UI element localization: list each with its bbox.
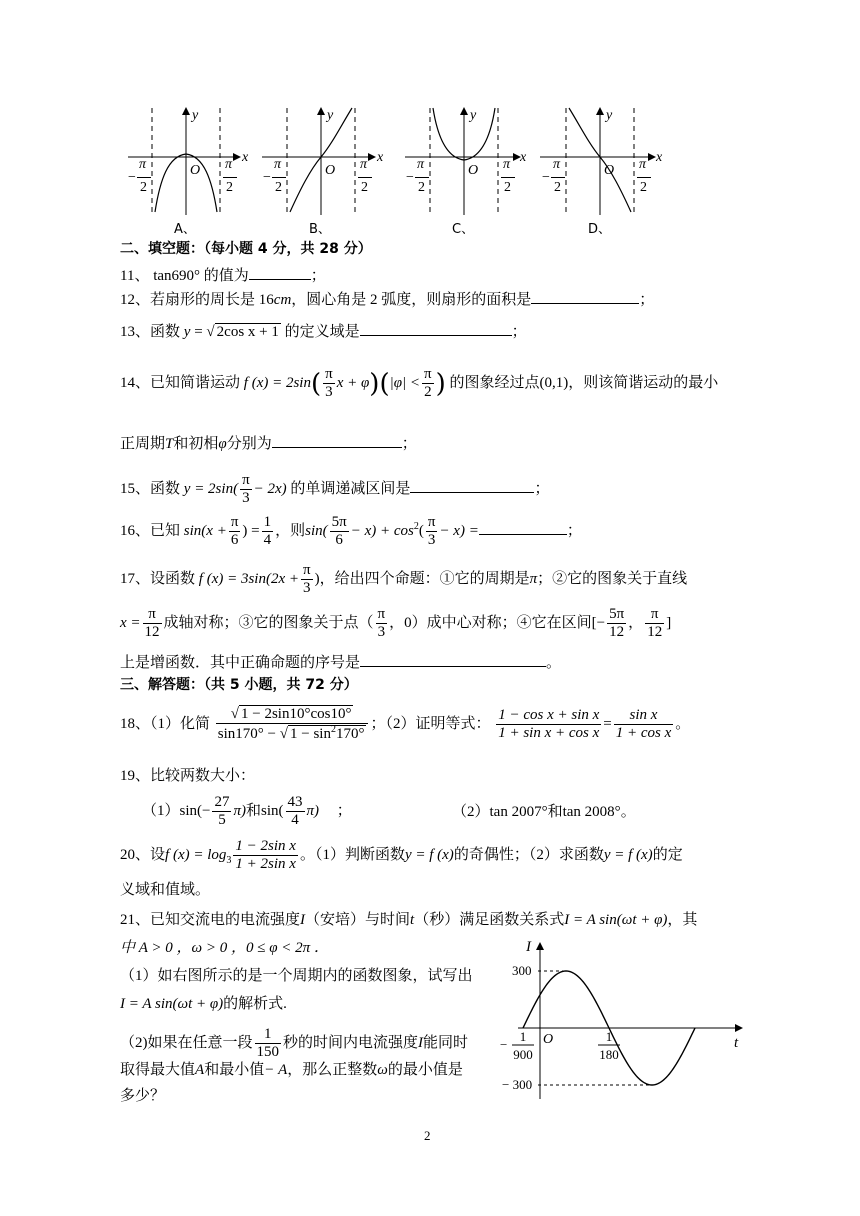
- graph-1-right-bar: [358, 177, 372, 178]
- q12: [120, 288, 654, 309]
- graph-1-left-pi: π: [274, 157, 282, 172]
- q14-blank: [272, 433, 402, 448]
- graph-2-right-pi: π: [503, 157, 511, 172]
- q15-blank: [410, 478, 534, 493]
- graph-3-origin: O: [604, 163, 615, 178]
- q19-p1: （1）: [142, 803, 180, 820]
- q18-den-a: sin170° −: [217, 726, 276, 743]
- q17-frac1: $\frac{\pi}{3}$: [303, 562, 311, 597]
- graph-1-x-label: x: [377, 150, 384, 165]
- q21-p2-I: I: [418, 1035, 424, 1052]
- graph-3-left-bar: [551, 177, 565, 178]
- chart-ytick-max: 300: [512, 963, 532, 978]
- graph-2-left-pi: π: [417, 157, 425, 172]
- q20-text2: 。（1）判断函数: [299, 847, 405, 864]
- q17-line2a: 成轴对称；③它的图象关于点（: [163, 615, 374, 632]
- q16-text1: 已知: [150, 523, 181, 540]
- q17-text3: ；②它的图象关于直线: [537, 571, 688, 588]
- q18-den-b: 1 − sin: [289, 726, 331, 743]
- q17-line3-text: 上是增函数．其中正确命题的序号是: [120, 655, 361, 671]
- graph-3-left-pi: π: [553, 157, 561, 172]
- q13-end: ；: [511, 324, 527, 340]
- q18-lhs: $\frac{\text{1 − cos x + sin x}}{\text{1 + sin x + cos x}}$: [498, 707, 600, 742]
- q20-expr3: y = f (x): [603, 847, 653, 864]
- q19-a1-end: π): [233, 803, 246, 820]
- q15: [120, 472, 549, 508]
- chart-xtick-right-den: 180: [599, 1047, 619, 1062]
- q12-text2: ，圆心角是 2 弧度，则扇形的面积是: [291, 292, 532, 308]
- graph-1-right-pi: π: [360, 157, 368, 172]
- q18-numerator: 1 − 2sin10°cos10°: [241, 706, 352, 722]
- q21-p2b: 秒的时间内电流强度: [283, 1035, 419, 1052]
- q21-p2-mA: − A: [264, 1062, 288, 1078]
- q15-end: ；: [534, 481, 550, 498]
- q19-and2: 和: [547, 804, 563, 820]
- q14-text2: 的图象经过点: [449, 375, 540, 392]
- q19-a2: tan 2007°: [489, 804, 548, 820]
- q21-p2-frac: $\frac{1}{150}$: [256, 1026, 279, 1061]
- q17-frac4: $\frac{5\pi}{12}$: [609, 606, 625, 641]
- q20-text1: 设: [150, 847, 166, 864]
- q21-p1a: （1）如右图所示的是一个周期内的函数图象，试写出: [120, 968, 473, 984]
- q21-p2d: 取得最大值: [120, 1062, 196, 1078]
- q15-expr2: − 2x): [253, 481, 287, 498]
- q19-p2: （2）: [452, 804, 490, 820]
- q18-text1: （1）化简: [150, 716, 211, 733]
- q16-expr1: sin(x +: [183, 523, 227, 540]
- q17-text2: ，给出四个命题：①它的周期是: [319, 571, 530, 588]
- graph-0-left-pi: π: [139, 157, 147, 172]
- q17-text1: 设函数: [150, 571, 196, 588]
- q11: [120, 264, 326, 285]
- graph-0-y-label: y: [192, 108, 199, 123]
- q21-text3: （秒）满足函数关系式: [414, 912, 565, 928]
- q17-frac5: $\frac{\pi}{12}$: [647, 606, 663, 641]
- graph-3-x-label: x: [656, 150, 663, 165]
- q14-end: ；: [401, 436, 417, 452]
- graph-2-right-two: 2: [504, 180, 511, 195]
- graph-0-right-pi: π: [225, 157, 233, 172]
- q21-t: t: [410, 912, 415, 928]
- q21-p2-A: A: [195, 1062, 205, 1078]
- q11-end: ；: [310, 268, 326, 284]
- q17-number: 17、: [120, 571, 151, 588]
- q11-number: 11、: [120, 268, 150, 284]
- q19-b2: tan 2008°: [562, 804, 621, 820]
- q14-T: T: [165, 436, 174, 452]
- q21-p2g: 的最小值是: [387, 1062, 463, 1078]
- q13-number: 13、: [120, 324, 151, 340]
- q12-end: ；: [639, 292, 655, 308]
- chart-xlabel: t: [734, 1035, 739, 1051]
- q17-end: 。: [546, 655, 562, 671]
- q21-p1b-line: [120, 992, 287, 1013]
- q16-square: 2: [413, 521, 419, 533]
- q18-den-sq: 2: [330, 724, 336, 736]
- q19: [120, 764, 255, 785]
- graph-2-y-label: y: [470, 108, 477, 123]
- q20-text3: 的奇偶性；（2）求函数: [453, 847, 604, 864]
- graph-2-minus: −: [406, 170, 414, 185]
- q17-frac2: $\frac{\pi}{12}$: [144, 606, 160, 641]
- q17-line3: [120, 651, 561, 672]
- q19-b1: sin(: [261, 803, 284, 820]
- q13-eq: =: [190, 324, 207, 340]
- q14-f: f (x) = 2sin: [243, 375, 311, 392]
- q18: [120, 706, 690, 744]
- q14-frac: $\frac{\pi}{3}$: [325, 366, 333, 401]
- q14-point: (0,1): [539, 375, 569, 392]
- q21-p2c: 能同时: [423, 1035, 469, 1052]
- q18-frac1: $\frac{√ 1 - 2\sin 10^\circ\cos 10^\circ}{\sin 170^\circ - √ 1 - \sin^2170^\circ}$: [216, 706, 369, 744]
- q20-expr2: y = f (x): [404, 847, 454, 864]
- q18-text2: ；（2）证明等式：: [370, 716, 491, 733]
- q17-frac3: $\frac{\pi}{3}$: [377, 606, 386, 641]
- q13-blank: [360, 321, 512, 336]
- q14-line2c: 分别为: [226, 436, 272, 452]
- chart-xtick-left-num: 1: [519, 1029, 527, 1044]
- graph-1-right-two: 2: [361, 180, 368, 195]
- q16-expr5: (: [418, 523, 424, 540]
- option-label-c: C、: [452, 222, 475, 237]
- q21-p2a: （2)如果在任意一段: [120, 1035, 253, 1052]
- graph-2-left-two: 2: [418, 180, 425, 195]
- q16-frac1: $\frac{\pi}{6}$: [230, 514, 239, 549]
- q14-phi: φ: [218, 436, 227, 452]
- q21-text4: ，其: [667, 912, 698, 928]
- q14-number: 14、: [120, 375, 151, 392]
- graph-3-right-bar: [637, 177, 651, 178]
- q14: 14、已知简谐运动 f (x) = 2sin( $\frac{\pi}{3}$ x + φ)(|φ| < $\frac{\pi}{2}$ ) 的图象经过点(0,1)，则该简谐运动的最小: [120, 366, 719, 401]
- chart-xtick-left-den: 900: [513, 1047, 533, 1062]
- q17-line2: [120, 606, 671, 642]
- q16-end: ；: [566, 523, 582, 540]
- graph-3-left-two: 2: [554, 180, 561, 195]
- q19-parts: [142, 794, 352, 830]
- q19-a1: sin(−: [179, 803, 211, 820]
- graph-2-left-bar: [415, 177, 429, 178]
- q21-text1: 已知交流电的电流强度: [150, 912, 301, 928]
- q12-unit: cm: [273, 292, 292, 308]
- q17-expr2: ): [314, 571, 320, 588]
- q16-expr2: ) =: [242, 523, 260, 540]
- q20-line2: 义域和值域。: [120, 882, 211, 898]
- q15-expr1: y = 2sin(: [183, 481, 239, 498]
- q14-rest: x + φ: [336, 375, 370, 392]
- q21-p2-line3: 多少？: [120, 1088, 166, 1104]
- graph-0-x-label: x: [242, 150, 249, 165]
- section2-heading: 二、填空题：（每小题 4 分，共 28 分）: [120, 241, 372, 257]
- q13-text2: 的定义域是: [284, 324, 360, 340]
- graph-1-origin: O: [325, 163, 336, 178]
- q17: [120, 562, 687, 598]
- section3-heading: 三、解答题：（共 5 小题，共 72 分）: [120, 677, 358, 693]
- q12-number: 12、: [120, 292, 151, 308]
- q14-cond: |φ| <: [389, 375, 421, 392]
- q16-frac2: $\frac{1}{4}$: [263, 514, 272, 549]
- option-label-a: A、: [174, 222, 196, 237]
- q13-radicand: 2cos x + 1: [216, 324, 279, 340]
- q19-and1: 和: [246, 803, 262, 820]
- q20-text4: 的定: [652, 847, 683, 864]
- graph-0-right-bar: [223, 177, 237, 178]
- graph-0-left-bar: [137, 177, 151, 178]
- q18-rhs: $\frac{\text{sin x}}{\text{1 + cos x}}$: [615, 707, 672, 742]
- graph-3-minus: −: [542, 170, 550, 185]
- graph-2-right-bar: [501, 177, 515, 178]
- chart-xtick-left-minus: −: [500, 1037, 508, 1052]
- graph-3-y-label: y: [606, 108, 613, 123]
- q15-text1: 函数: [150, 481, 181, 498]
- q19-frac-a: $\frac{27}{5}$: [214, 794, 230, 829]
- q11-blank: [249, 265, 311, 280]
- q16-expr4: − x) + cos: [350, 523, 414, 540]
- q17-line2d: ]: [666, 615, 672, 632]
- q21-p2-line1: [120, 1026, 468, 1062]
- chart-xtick-right-num: 1: [605, 1029, 613, 1044]
- q16-expr6: − x) =: [439, 523, 479, 540]
- q13: 13、函数 y = √ 2cos x + 1 的定义域是 ；: [120, 320, 527, 341]
- q16-text2: ，则: [275, 523, 306, 540]
- graph-3-right-two: 2: [640, 180, 647, 195]
- q18-eq: =: [603, 716, 612, 733]
- q21-expr: I = A sin(ωt + φ): [564, 912, 668, 928]
- graph-1-minus: −: [263, 170, 271, 185]
- graph-1-left-bar: [272, 177, 286, 178]
- chart-ylabel: I: [526, 939, 531, 955]
- q12-text1: 若扇形的周长是 16: [150, 292, 274, 308]
- graph-0-left-two: 2: [140, 180, 147, 195]
- q21-I: I: [300, 912, 306, 928]
- q21: [120, 908, 697, 929]
- q15-text2: 的单调递减区间是: [290, 481, 411, 498]
- q19-sep: ；: [336, 803, 352, 820]
- q18-end: 。: [675, 716, 691, 733]
- q19-end: 。: [620, 804, 636, 820]
- q14-cond-frac: $\frac{\pi}{2}$: [424, 366, 432, 401]
- q15-number: 15、: [120, 481, 151, 498]
- chart-origin: O: [543, 1032, 554, 1047]
- q20: [120, 838, 683, 874]
- q17-expr1: f (x) = 3sin(2x +: [198, 571, 299, 588]
- q20-expr1: f (x) = log: [165, 847, 227, 864]
- graph-0-right-two: 2: [226, 180, 233, 195]
- q16-number: 16、: [120, 523, 151, 540]
- graph-2-origin: O: [468, 163, 479, 178]
- q17-blank: [360, 652, 546, 667]
- q14-line2: [120, 432, 417, 453]
- q13-text1: 函数: [150, 324, 181, 340]
- option-label-d: D、: [588, 222, 612, 237]
- q20-frac: $\frac{\text{1 − 2sin x}}{\text{1 + 2sin x}}$: [235, 838, 296, 873]
- q21-line2: 中 A > 0 ，ω > 0 ，0 ≤ φ < 2π ．: [120, 940, 329, 956]
- q17-x: x =: [120, 615, 141, 632]
- graph-0-minus: −: [128, 170, 136, 185]
- q16-frac3: $\frac{5\pi}{6}$: [331, 514, 347, 549]
- option-label-b: B、: [309, 222, 331, 237]
- q16-expr3: sin(: [305, 523, 328, 540]
- q14-text1: 已知简谐运动: [150, 375, 241, 392]
- q19-b1-end: π): [306, 803, 320, 820]
- q17-line2c: ，: [628, 615, 644, 632]
- q16-frac4: $\frac{\pi}{3}$: [427, 514, 436, 549]
- q13-lhs: y: [183, 324, 191, 340]
- q19-frac-b: $\frac{43}{4}$: [287, 794, 303, 829]
- q14-line2a: 正周期: [120, 436, 166, 452]
- q14-text3: ，则该简谐运动的最小: [568, 375, 719, 392]
- q12-blank: [531, 289, 639, 304]
- q20-sub: 3: [226, 855, 232, 867]
- q19-part2: [452, 800, 636, 821]
- q16-blank: [479, 520, 567, 535]
- q19-number: 19、: [120, 768, 151, 784]
- q21-p2e: 和最小值: [204, 1062, 265, 1078]
- q16: [120, 514, 582, 550]
- q21-p1b: I = A sin(ωt + φ): [120, 996, 224, 1012]
- graph-0-origin: O: [190, 163, 201, 178]
- q21-text2: （安培）与时间: [305, 912, 411, 928]
- page-number: 2: [424, 1128, 431, 1143]
- q17-line2b: ，0）成中心对称；④它在区间[−: [389, 615, 606, 632]
- q17-pi: π: [529, 571, 538, 588]
- q15-frac: $\frac{\pi}{3}$: [242, 472, 250, 507]
- chart-ytick-min: − 300: [502, 1077, 533, 1092]
- graph-2-x-label: x: [520, 150, 527, 165]
- q18-number: 18、: [120, 716, 151, 733]
- q19-text1: 比较两数大小：: [150, 768, 256, 784]
- q21-p2f: ，那么正整数: [287, 1062, 378, 1078]
- q11-expr: tan690° 的值为: [153, 268, 249, 284]
- q21-p2-line2: [120, 1058, 463, 1079]
- q21-p2-w: ω: [377, 1062, 388, 1078]
- q21-number: 21、: [120, 912, 151, 928]
- q20-number: 20、: [120, 847, 151, 864]
- q14-line2b: 和初相: [173, 436, 219, 452]
- q18-den-c: 170°: [335, 726, 365, 743]
- current-chart: [490, 935, 760, 1105]
- graph-1-y-label: y: [327, 108, 334, 123]
- graph-3-right-pi: π: [639, 157, 647, 172]
- q21-p1c: 的解析式.: [223, 996, 287, 1012]
- graph-1-left-two: 2: [275, 180, 282, 195]
